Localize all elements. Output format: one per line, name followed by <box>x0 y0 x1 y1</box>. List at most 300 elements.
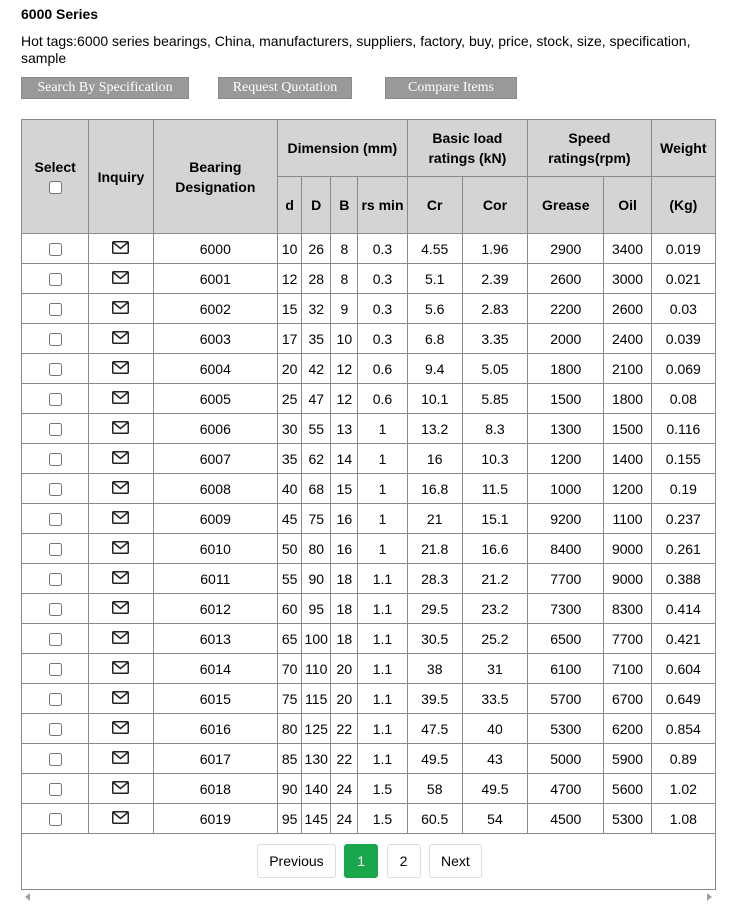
outer-d-value: 75 <box>302 504 331 534</box>
oil-header: Oil <box>604 177 651 234</box>
envelope-icon[interactable] <box>112 241 129 257</box>
rs-min-value: 1 <box>358 504 407 534</box>
oil-value: 1400 <box>604 444 651 474</box>
oil-value: 7700 <box>604 624 651 654</box>
cor-value: 33.5 <box>462 684 527 714</box>
outer-d-value: 115 <box>302 684 331 714</box>
b-value: 22 <box>331 714 358 744</box>
outer-d-value: 125 <box>302 714 331 744</box>
inquiry-cell <box>89 774 153 804</box>
outer-d-value: 145 <box>302 804 331 834</box>
select-cell <box>22 264 89 294</box>
select-cell <box>22 774 89 804</box>
d-value: 65 <box>278 624 302 654</box>
d-value: 12 <box>278 264 302 294</box>
select-cell <box>22 714 89 744</box>
b-value: 18 <box>331 564 358 594</box>
d-value: 75 <box>278 684 302 714</box>
table-row <box>22 294 716 324</box>
next-page-button[interactable]: Next <box>429 844 482 878</box>
table-row <box>22 264 716 294</box>
oil-value: 5300 <box>604 804 651 834</box>
inquiry-cell <box>89 504 153 534</box>
cor-value: 31 <box>462 654 527 684</box>
d-value: 45 <box>278 504 302 534</box>
cr-value: 58 <box>407 774 462 804</box>
row-select-checkbox[interactable] <box>49 663 62 676</box>
inquiry-cell <box>89 234 153 264</box>
inquiry-cell <box>89 654 153 684</box>
row-select-checkbox[interactable] <box>49 273 62 286</box>
rs-min-value: 0.6 <box>358 354 407 384</box>
oil-value: 6700 <box>604 684 651 714</box>
rs-min-value: 1.1 <box>358 564 407 594</box>
grease-value: 1200 <box>528 444 604 474</box>
select-cell <box>22 624 89 654</box>
cor-header: Cor <box>462 177 527 234</box>
outer-d-value: 100 <box>302 624 331 654</box>
inquiry-cell <box>89 354 153 384</box>
envelope-icon[interactable] <box>112 661 129 677</box>
outer-d-value: 95 <box>302 594 331 624</box>
cor-value: 40 <box>462 714 527 744</box>
grease-value: 2000 <box>528 324 604 354</box>
table-row <box>22 744 716 774</box>
envelope-icon[interactable] <box>112 601 129 617</box>
bearing-designation: 6003 <box>153 324 278 354</box>
weight-value: 0.021 <box>651 264 715 294</box>
cor-value: 23.2 <box>462 594 527 624</box>
bearing-designation: 6015 <box>153 684 278 714</box>
bearing-designation: 6014 <box>153 654 278 684</box>
select-cell <box>22 414 89 444</box>
grease-value: 9200 <box>528 504 604 534</box>
grease-value: 2200 <box>528 294 604 324</box>
row-select-checkbox[interactable] <box>49 393 62 406</box>
weight-value: 0.604 <box>651 654 715 684</box>
oil-value: 2100 <box>604 354 651 384</box>
outer-d-value: 68 <box>302 474 331 504</box>
rs-min-value: 1 <box>358 534 407 564</box>
select-cell <box>22 654 89 684</box>
b-value: 18 <box>331 624 358 654</box>
cr-value: 29.5 <box>407 594 462 624</box>
select-cell <box>22 384 89 414</box>
bearing-designation: 6018 <box>153 774 278 804</box>
weight-value: 0.414 <box>651 594 715 624</box>
table-body <box>22 234 716 834</box>
oil-value: 9000 <box>604 564 651 594</box>
cor-value: 54 <box>462 804 527 834</box>
pagination <box>22 844 716 878</box>
row-select-checkbox[interactable] <box>49 753 62 766</box>
cor-value: 43 <box>462 744 527 774</box>
table-row <box>22 504 716 534</box>
rs-min-value: 1 <box>358 474 407 504</box>
table-row <box>22 234 716 264</box>
row-select-checkbox[interactable] <box>49 543 62 556</box>
grease-value: 2900 <box>528 234 604 264</box>
cor-value: 1.96 <box>462 234 527 264</box>
select-header <box>22 120 89 234</box>
cor-value: 5.05 <box>462 354 527 384</box>
oil-value: 7100 <box>604 654 651 684</box>
envelope-icon[interactable] <box>112 721 129 737</box>
bearing-designation: 6001 <box>153 264 278 294</box>
row-select-checkbox[interactable] <box>49 513 62 526</box>
rs-min-value: 1.1 <box>358 684 407 714</box>
outer-d-value: 62 <box>302 444 331 474</box>
table-row <box>22 474 716 504</box>
envelope-icon[interactable] <box>112 631 129 647</box>
envelope-icon[interactable] <box>112 811 129 827</box>
inquiry-cell <box>89 294 153 324</box>
page-title: 6000 Series <box>21 6 99 22</box>
select-cell <box>22 444 89 474</box>
oil-value: 8300 <box>604 594 651 624</box>
inquiry-cell <box>89 384 153 414</box>
bearing-designation: 6017 <box>153 744 278 774</box>
weight-value: 0.649 <box>651 684 715 714</box>
row-select-checkbox[interactable] <box>49 783 62 796</box>
rs-min-value: 1 <box>358 444 407 474</box>
outer-d-value: 110 <box>302 654 331 684</box>
select-all-checkbox[interactable] <box>49 181 62 194</box>
b-value: 24 <box>331 774 358 804</box>
cor-value: 16.6 <box>462 534 527 564</box>
select-cell <box>22 234 89 264</box>
b-value: 22 <box>331 744 358 774</box>
table-row <box>22 444 716 474</box>
b-value: 13 <box>331 414 358 444</box>
cr-value: 28.3 <box>407 564 462 594</box>
table-row <box>22 804 716 834</box>
cr-value: 47.5 <box>407 714 462 744</box>
b-value: 10 <box>331 324 358 354</box>
rs-min-value: 1.1 <box>358 714 407 744</box>
rs-min-value: 1.1 <box>358 744 407 774</box>
row-select-checkbox[interactable] <box>49 453 62 466</box>
table-row <box>22 714 716 744</box>
product-table <box>21 119 716 834</box>
d-value: 60 <box>278 594 302 624</box>
search-by-specification-button[interactable]: Search By Specification <box>21 77 189 99</box>
outer-d-value: 35 <box>302 324 331 354</box>
d-value: 95 <box>278 804 302 834</box>
oil-value: 6200 <box>604 714 651 744</box>
rs-min-value: 1.1 <box>358 594 407 624</box>
outer-d-value: 32 <box>302 294 331 324</box>
envelope-icon[interactable] <box>112 781 129 797</box>
select-cell <box>22 804 89 834</box>
cr-value: 10.1 <box>407 384 462 414</box>
bearing-designation: 6004 <box>153 354 278 384</box>
grease-value: 2600 <box>528 264 604 294</box>
weight-value: 0.08 <box>651 384 715 414</box>
outer-d-value: 140 <box>302 774 331 804</box>
table-row <box>22 534 716 564</box>
row-select-checkbox[interactable] <box>49 333 62 346</box>
oil-value: 2600 <box>604 294 651 324</box>
cor-value: 25.2 <box>462 624 527 654</box>
weight-value: 1.08 <box>651 804 715 834</box>
select-cell <box>22 594 89 624</box>
grease-value: 5000 <box>528 744 604 774</box>
rs-min-value: 0.3 <box>358 294 407 324</box>
b-value: 20 <box>331 654 358 684</box>
row-select-checkbox[interactable] <box>49 813 62 826</box>
previous-page-button[interactable]: Previous <box>257 844 335 878</box>
select-cell <box>22 474 89 504</box>
b-value: 20 <box>331 684 358 714</box>
bearing-designation: 6019 <box>153 804 278 834</box>
outer-d-header: D <box>302 177 331 234</box>
table-row <box>22 684 716 714</box>
d-value: 50 <box>278 534 302 564</box>
horizontal-scrollbar[interactable] <box>21 891 716 903</box>
inquiry-cell <box>89 324 153 354</box>
row-select-checkbox[interactable] <box>49 723 62 736</box>
d-value: 10 <box>278 234 302 264</box>
inquiry-cell <box>89 264 153 294</box>
bearing-designation: 6011 <box>153 564 278 594</box>
envelope-icon[interactable] <box>112 391 129 407</box>
envelope-icon[interactable] <box>112 481 129 497</box>
outer-d-value: 80 <box>302 534 331 564</box>
cor-value: 21.2 <box>462 564 527 594</box>
cr-value: 16 <box>407 444 462 474</box>
weight-value: 0.039 <box>651 324 715 354</box>
table-row <box>22 594 716 624</box>
weight-value: 0.155 <box>651 444 715 474</box>
compare-items-button[interactable]: Compare Items <box>385 77 517 99</box>
cr-value: 21 <box>407 504 462 534</box>
weight-value: 1.02 <box>651 774 715 804</box>
envelope-icon[interactable] <box>112 301 129 317</box>
weight-value: 0.89 <box>651 744 715 774</box>
inquiry-cell <box>89 414 153 444</box>
basic-load-header: Basic load ratings (kN) <box>407 120 528 177</box>
bearing-designation: 6002 <box>153 294 278 324</box>
weight-value: 0.069 <box>651 354 715 384</box>
select-header-label: Select <box>34 158 76 175</box>
d-value: 30 <box>278 414 302 444</box>
cor-value: 2.39 <box>462 264 527 294</box>
weight-value: 0.854 <box>651 714 715 744</box>
grease-value: 7700 <box>528 564 604 594</box>
row-select-checkbox[interactable] <box>49 573 62 586</box>
rs-min-value: 0.3 <box>358 324 407 354</box>
row-select-checkbox[interactable] <box>49 363 62 376</box>
weight-value: 0.19 <box>651 474 715 504</box>
b-value: 16 <box>331 534 358 564</box>
grease-value: 1000 <box>528 474 604 504</box>
grease-value: 1800 <box>528 354 604 384</box>
select-cell <box>22 744 89 774</box>
envelope-icon[interactable] <box>112 511 129 527</box>
table-row <box>22 384 716 414</box>
b-value: 12 <box>331 354 358 384</box>
weight-value: 0.019 <box>651 234 715 264</box>
table-row <box>22 624 716 654</box>
cr-value: 5.1 <box>407 264 462 294</box>
cor-value: 5.85 <box>462 384 527 414</box>
cr-value: 6.8 <box>407 324 462 354</box>
grease-value: 4500 <box>528 804 604 834</box>
d-value: 90 <box>278 774 302 804</box>
cr-value: 49.5 <box>407 744 462 774</box>
cor-value: 11.5 <box>462 474 527 504</box>
rs-min-value: 0.3 <box>358 264 407 294</box>
d-header: d <box>278 177 302 234</box>
inquiry-cell <box>89 564 153 594</box>
cr-value: 9.4 <box>407 354 462 384</box>
envelope-icon[interactable] <box>112 451 129 467</box>
rs-min-value: 0.6 <box>358 384 407 414</box>
speed-ratings-header: Speed ratings(rpm) <box>528 120 652 177</box>
weight-value: 0.261 <box>651 534 715 564</box>
outer-d-value: 90 <box>302 564 331 594</box>
cr-value: 16.8 <box>407 474 462 504</box>
grease-value: 1500 <box>528 384 604 414</box>
b-value: 12 <box>331 384 358 414</box>
weight-value: 0.237 <box>651 504 715 534</box>
bearing-designation: 6009 <box>153 504 278 534</box>
bearing-designation: 6006 <box>153 414 278 444</box>
scroll-left-icon[interactable] <box>25 893 30 901</box>
cr-value: 60.5 <box>407 804 462 834</box>
cr-value: 39.5 <box>407 684 462 714</box>
outer-d-value: 26 <box>302 234 331 264</box>
inquiry-header: Inquiry <box>89 120 153 234</box>
oil-value: 1100 <box>604 504 651 534</box>
bearing-designation: 6013 <box>153 624 278 654</box>
inquiry-cell <box>89 714 153 744</box>
cor-value: 8.3 <box>462 414 527 444</box>
weight-value: 0.03 <box>651 294 715 324</box>
inquiry-cell <box>89 444 153 474</box>
d-value: 15 <box>278 294 302 324</box>
outer-d-value: 42 <box>302 354 331 384</box>
cor-value: 49.5 <box>462 774 527 804</box>
envelope-icon[interactable] <box>112 571 129 587</box>
b-value: 8 <box>331 264 358 294</box>
inquiry-cell <box>89 804 153 834</box>
grease-value: 4700 <box>528 774 604 804</box>
envelope-icon[interactable] <box>112 361 129 377</box>
bearing-designation: 6008 <box>153 474 278 504</box>
row-select-checkbox[interactable] <box>49 693 62 706</box>
bearing-designation-header: Bearing Designation <box>153 120 278 234</box>
b-value: 14 <box>331 444 358 474</box>
bearing-designation: 6010 <box>153 534 278 564</box>
page-2-button[interactable]: 2 <box>387 844 421 878</box>
inquiry-cell <box>89 594 153 624</box>
d-value: 85 <box>278 744 302 774</box>
row-select-checkbox[interactable] <box>49 633 62 646</box>
d-value: 20 <box>278 354 302 384</box>
kg-header: (Kg) <box>651 177 715 234</box>
dimension-header: Dimension (mm) <box>278 120 408 177</box>
grease-value: 1300 <box>528 414 604 444</box>
oil-value: 3000 <box>604 264 651 294</box>
outer-d-value: 28 <box>302 264 331 294</box>
b-value: 8 <box>331 234 358 264</box>
row-select-checkbox[interactable] <box>49 303 62 316</box>
envelope-icon[interactable] <box>112 331 129 347</box>
table-row <box>22 414 716 444</box>
grease-header: Grease <box>528 177 604 234</box>
cr-header: Cr <box>407 177 462 234</box>
oil-value: 5600 <box>604 774 651 804</box>
cr-value: 5.6 <box>407 294 462 324</box>
page-1-button[interactable]: 1 <box>344 844 378 878</box>
d-value: 17 <box>278 324 302 354</box>
oil-value: 3400 <box>604 234 651 264</box>
rs-min-value: 1.1 <box>358 624 407 654</box>
row-select-checkbox[interactable] <box>49 243 62 256</box>
grease-value: 8400 <box>528 534 604 564</box>
grease-value: 6100 <box>528 654 604 684</box>
b-value: 9 <box>331 294 358 324</box>
select-cell <box>22 294 89 324</box>
d-value: 40 <box>278 474 302 504</box>
d-value: 55 <box>278 564 302 594</box>
cor-value: 10.3 <box>462 444 527 474</box>
rs-min-value: 0.3 <box>358 234 407 264</box>
cor-value: 15.1 <box>462 504 527 534</box>
row-select-checkbox[interactable] <box>49 603 62 616</box>
request-quotation-button[interactable]: Request Quotation <box>218 77 352 99</box>
outer-d-value: 47 <box>302 384 331 414</box>
outer-d-value: 55 <box>302 414 331 444</box>
weight-value: 0.116 <box>651 414 715 444</box>
cr-value: 30.5 <box>407 624 462 654</box>
d-value: 25 <box>278 384 302 414</box>
inquiry-cell <box>89 684 153 714</box>
select-cell <box>22 564 89 594</box>
d-value: 80 <box>278 714 302 744</box>
select-cell <box>22 504 89 534</box>
rs-min-value: 1 <box>358 414 407 444</box>
inquiry-cell <box>89 744 153 774</box>
inquiry-cell <box>89 474 153 504</box>
d-value: 70 <box>278 654 302 684</box>
b-header: B <box>331 177 358 234</box>
b-value: 18 <box>331 594 358 624</box>
envelope-icon[interactable] <box>112 691 129 707</box>
envelope-icon[interactable] <box>112 271 129 287</box>
select-cell <box>22 534 89 564</box>
grease-value: 5700 <box>528 684 604 714</box>
envelope-icon[interactable] <box>112 751 129 767</box>
envelope-icon[interactable] <box>112 541 129 557</box>
table-row <box>22 324 716 354</box>
cor-value: 2.83 <box>462 294 527 324</box>
rs-min-value: 1.5 <box>358 774 407 804</box>
outer-d-value: 130 <box>302 744 331 774</box>
table-row <box>22 354 716 384</box>
bearing-designation: 6000 <box>153 234 278 264</box>
envelope-icon[interactable] <box>112 421 129 437</box>
row-select-checkbox[interactable] <box>49 423 62 436</box>
scroll-right-icon[interactable] <box>707 893 712 901</box>
grease-value: 6500 <box>528 624 604 654</box>
row-select-checkbox[interactable] <box>49 483 62 496</box>
cr-value: 13.2 <box>407 414 462 444</box>
hot-tags: Hot tags:6000 series bearings, China, manufacturers, suppliers, factory, buy, price, stock, size, specification, sample <box>21 33 691 66</box>
cr-value: 21.8 <box>407 534 462 564</box>
